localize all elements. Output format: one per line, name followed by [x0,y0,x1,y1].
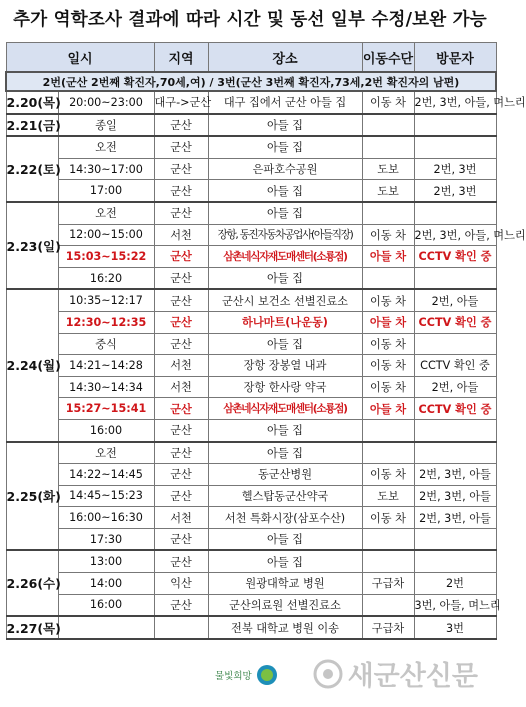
visitor-cell: 2번 [414,573,496,595]
time-cell: 10:35~12:17 [58,289,154,311]
date-cell: 2.23(일) [6,202,58,289]
place-cell: 군산시 보건소 선별진료소 [208,289,362,311]
transport-cell: 도보 [362,485,414,507]
date-cell: 2.21(금) [6,114,58,137]
date-cell: 2.22(토) [6,136,58,202]
transport-cell: 이동 차 [362,507,414,529]
time-cell: 오전 [58,202,154,224]
visitor-cell: 2번, 3번, 아들, 며느리 [414,91,496,114]
table-row [6,550,496,572]
place-cell: 헬스탑동군산약국 [208,485,362,507]
table-row [6,114,496,137]
transport-cell: 아들 차 [362,398,414,420]
region-cell: 군산 [154,311,208,333]
region-cell: 서천 [154,355,208,377]
place-cell: 하나마트(나운동) [208,311,362,333]
transport-cell: 구급차 [362,616,414,639]
date-cell: 2.26(수) [6,550,58,616]
visitor-cell: 3번 [414,616,496,639]
schedule-table [5,42,526,640]
visitor-cell [414,136,496,158]
transport-cell: 이동 차 [362,91,414,114]
transport-cell: 아들 차 [362,311,414,333]
place-cell: 군산의료원 선별진료소 [208,594,362,616]
transport-cell [362,136,414,158]
place-cell: 아들 집 [208,114,362,137]
visitor-cell [414,267,496,289]
table-row [6,528,496,550]
place-cell: 서천 특화시장(삼포수산) [208,507,362,529]
logo-mark-icon [256,664,278,686]
time-cell: 20:00~23:00 [58,91,154,114]
table-row [6,180,496,202]
header-visitor: 방문자 [414,43,496,73]
region-cell: 군산 [154,550,208,572]
transport-cell: 이동 차 [362,333,414,355]
time-cell: 13:00 [58,550,154,572]
time-cell: 종일 [58,114,154,137]
table-row [6,246,496,268]
region-cell: 서천 [154,376,208,398]
visitor-cell: CCTV 확인 중 [414,311,496,333]
transport-cell [362,442,414,464]
table-row [6,311,496,333]
region-cell: 군산 [154,442,208,464]
transport-cell [362,202,414,224]
table-row [6,594,496,616]
place-cell: 아들 집 [208,419,362,441]
watermark-text: 새군산신문 [347,661,478,692]
time-cell: 16:00~16:30 [58,507,154,529]
patient-subheader: 2번(군산 2번째 확진자,70세,여) / 3번(군산 3번째 확진자,73세,2번 확진자의 남편) [6,72,496,91]
region-cell: 대구->군산 [154,91,208,114]
time-cell: 16:00 [58,419,154,441]
table-row [6,507,496,529]
region-cell: 군산 [154,528,208,550]
visitor-cell: CCTV 확인 중 [414,246,496,268]
date-cell: 2.25(화) [6,442,58,551]
city-logo [215,664,278,686]
region-cell: 군산 [154,398,208,420]
region-cell: 군산 [154,180,208,202]
visitor-cell: 2번, 3번, 아들 [414,485,496,507]
time-cell: 14:30~17:00 [58,158,154,180]
newspaper-logo-icon [313,659,343,689]
region-cell: 군산 [154,485,208,507]
time-cell: 14:22~14:45 [58,464,154,486]
table-row [6,398,496,420]
time-cell: 14:00 [58,573,154,595]
visitor-cell: CCTV 확인 중 [414,398,496,420]
table-row [6,485,496,507]
region-cell [154,616,208,639]
table-row [6,573,496,595]
region-cell: 군산 [154,114,208,137]
table-row [6,289,496,311]
time-cell: 15:27~15:41 [58,398,154,420]
visitor-cell [414,202,496,224]
transport-cell [362,528,414,550]
time-cell: 17:00 [58,180,154,202]
region-cell: 서천 [154,507,208,529]
table-row [6,442,496,464]
transport-cell [362,550,414,572]
header-row [6,43,496,73]
table-row [6,355,496,377]
region-cell: 군산 [154,594,208,616]
date-cell: 2.24(월) [6,289,58,441]
region-cell: 군산 [154,158,208,180]
place-cell: 아들 집 [208,550,362,572]
place-cell: 아들 집 [208,202,362,224]
place-cell: 삼촌네식자재도매센터(소룡점) [208,398,362,420]
visitor-cell: 2번, 3번 [414,158,496,180]
visitor-cell [414,419,496,441]
table-row [6,158,496,180]
region-cell: 군산 [154,333,208,355]
place-cell: 전북 대학교 병원 이송 [208,616,362,639]
time-cell: 오전 [58,442,154,464]
visitor-cell: 2번, 아들 [414,289,496,311]
place-cell: 아들 집 [208,267,362,289]
table-row [6,91,496,114]
time-cell: 14:30~14:34 [58,376,154,398]
transport-cell [362,114,414,137]
header-datetime: 일시 [6,43,154,73]
table-row [6,267,496,289]
header-place: 장소 [208,43,362,73]
region-cell: 군산 [154,267,208,289]
region-cell: 익산 [154,573,208,595]
region-cell: 서천 [154,224,208,246]
transport-cell: 도보 [362,180,414,202]
table-row [6,376,496,398]
visitor-cell [414,333,496,355]
transport-cell: 도보 [362,158,414,180]
region-cell: 군산 [154,202,208,224]
table-row [6,464,496,486]
time-cell: 16:20 [58,267,154,289]
table-row [6,136,496,158]
date-cell: 2.20(목) [6,91,58,114]
transport-cell [362,267,414,289]
visitor-cell [414,550,496,572]
place-cell: 아들 집 [208,333,362,355]
transport-cell: 이동 차 [362,464,414,486]
header-region: 지역 [154,43,208,73]
visitor-cell: 3번, 아들, 며느리 [414,594,496,616]
visitor-cell: CCTV 확인 중 [414,355,496,377]
table-row [6,419,496,441]
place-cell: 아들 집 [208,528,362,550]
transport-cell: 이동 차 [362,376,414,398]
place-cell: 은파호수공원 [208,158,362,180]
transport-cell [362,419,414,441]
time-cell: 12:00~15:00 [58,224,154,246]
table-row [6,616,496,639]
transport-cell: 구급차 [362,573,414,595]
time-cell: 17:30 [58,528,154,550]
place-cell: 원광대학교 병원 [208,573,362,595]
transport-cell: 이동 차 [362,289,414,311]
transport-cell [362,594,414,616]
time-cell: 14:21~14:28 [58,355,154,377]
time-cell: 12:30~12:35 [58,311,154,333]
place-cell: 장항 장봉열 내과 [208,355,362,377]
time-cell: 16:00 [58,594,154,616]
visitor-cell: 2번, 아들 [414,376,496,398]
time-cell: 오전 [58,136,154,158]
transport-cell: 이동 차 [362,224,414,246]
place-cell: 아들 집 [208,180,362,202]
table-row [6,224,496,246]
place-cell: 아들 집 [208,442,362,464]
visitor-cell: 2번, 3번, 아들 [414,507,496,529]
page-title: 추가 역학조사 결과에 따라 시간 및 동선 일부 수정/보완 가능 [13,10,487,30]
logo-slogan: 물빛희망 [215,671,252,682]
visitor-cell: 2번, 3번, 아들, 며느리 [414,224,496,246]
visitor-cell [414,442,496,464]
place-cell: 동군산병원 [208,464,362,486]
region-cell: 군산 [154,464,208,486]
visitor-cell: 2번, 3번 [414,180,496,202]
newspaper-watermark [313,654,478,693]
time-cell: 14:45~15:23 [58,485,154,507]
header-transport: 이동수단 [362,43,414,73]
time-cell: 중식 [58,333,154,355]
transport-cell: 이동 차 [362,355,414,377]
place-cell: 삼촌네식자재도매센터(소룡점) [208,246,362,268]
visitor-cell [414,528,496,550]
transport-cell: 아들 차 [362,246,414,268]
date-cell: 2.27(목) [6,616,58,639]
place-cell: 아들 집 [208,136,362,158]
visitor-cell [414,114,496,137]
region-cell: 군산 [154,419,208,441]
place-cell: 장항 한사랑 약국 [208,376,362,398]
time-cell: 15:03~15:22 [58,246,154,268]
visitor-cell: 2번, 3번, 아들 [414,464,496,486]
table-row [6,202,496,224]
table-row [6,333,496,355]
region-cell: 군산 [154,136,208,158]
place-cell: 장항, 동진자동차공업사(아들직장) [208,224,362,246]
region-cell: 군산 [154,246,208,268]
place-cell: 대구 집에서 군산 아들 집 [208,91,362,114]
region-cell: 군산 [154,289,208,311]
time-cell [58,616,154,639]
